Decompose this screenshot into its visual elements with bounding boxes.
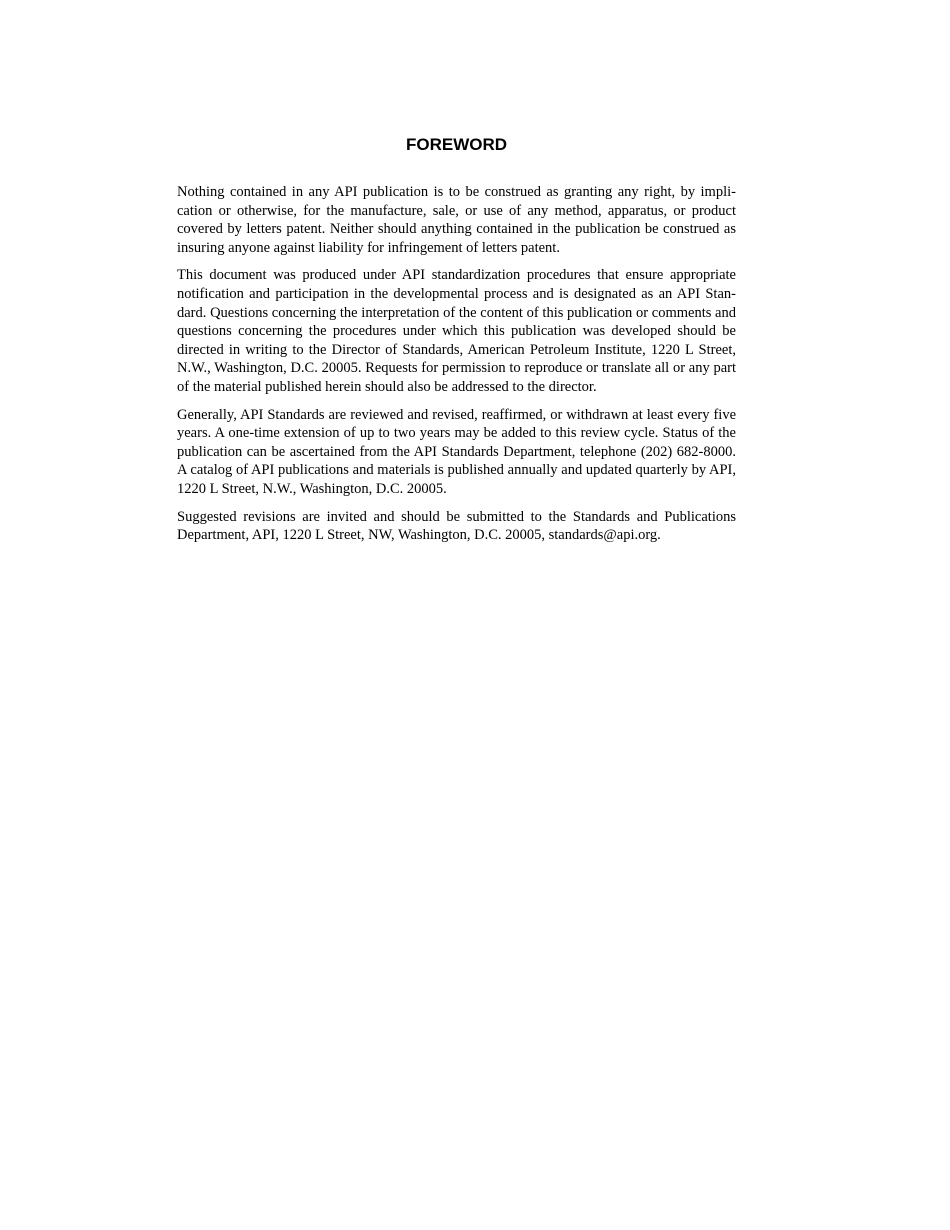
paragraph-suggested-revisions: Suggested revisions are invited and should be submitted to the Standards and Publications Department, API, 1220 L Street, NW, Washington, D.C. 20005, standards@api.org. <box>177 508 736 544</box>
paragraph-review-cycle: Generally, API Standards are reviewed and revised, reaffirmed, or withdrawn at least every five years. A one-time extension of up to two years may be added to this review cycle. Status of the publication can be ascertained from the API Standards Department, telephone (202) 682-8000. A catalog of API publications and materials is published annually and updated quarterly by API, 1220 L Street, N.W., Washington, D.C. 20005. <box>177 406 736 497</box>
foreword-body <box>177 183 736 554</box>
paragraph-patent-disclaimer: Nothing contained in any API publication is to be construed as granting any right, by implication or otherwise, for the manufacture, sale, or use of any method, apparatus, or product covered by letters patent. Neither should anything contained in the publication be construed as insuring anyone against liability for infringement of letters patent. <box>177 184 736 256</box>
paragraph-standardization-procedures: This document was produced under API standardization procedures that ensure appropriate notification and participation in the developmental process and is designated as an API Standard. Questions concerning the interpretation of the content of this publication or comments and questions concerning the procedures under which this publication was developed should be directed in writing to the Director of Standards, American Petroleum Institute, 1220 L Street, N.W., Washington, D.C. 20005. Requests for permission to reproduce or translate all or any part of the material published herein should also be addressed to the director. <box>177 267 736 395</box>
page-title: FOREWORD <box>405 135 508 154</box>
